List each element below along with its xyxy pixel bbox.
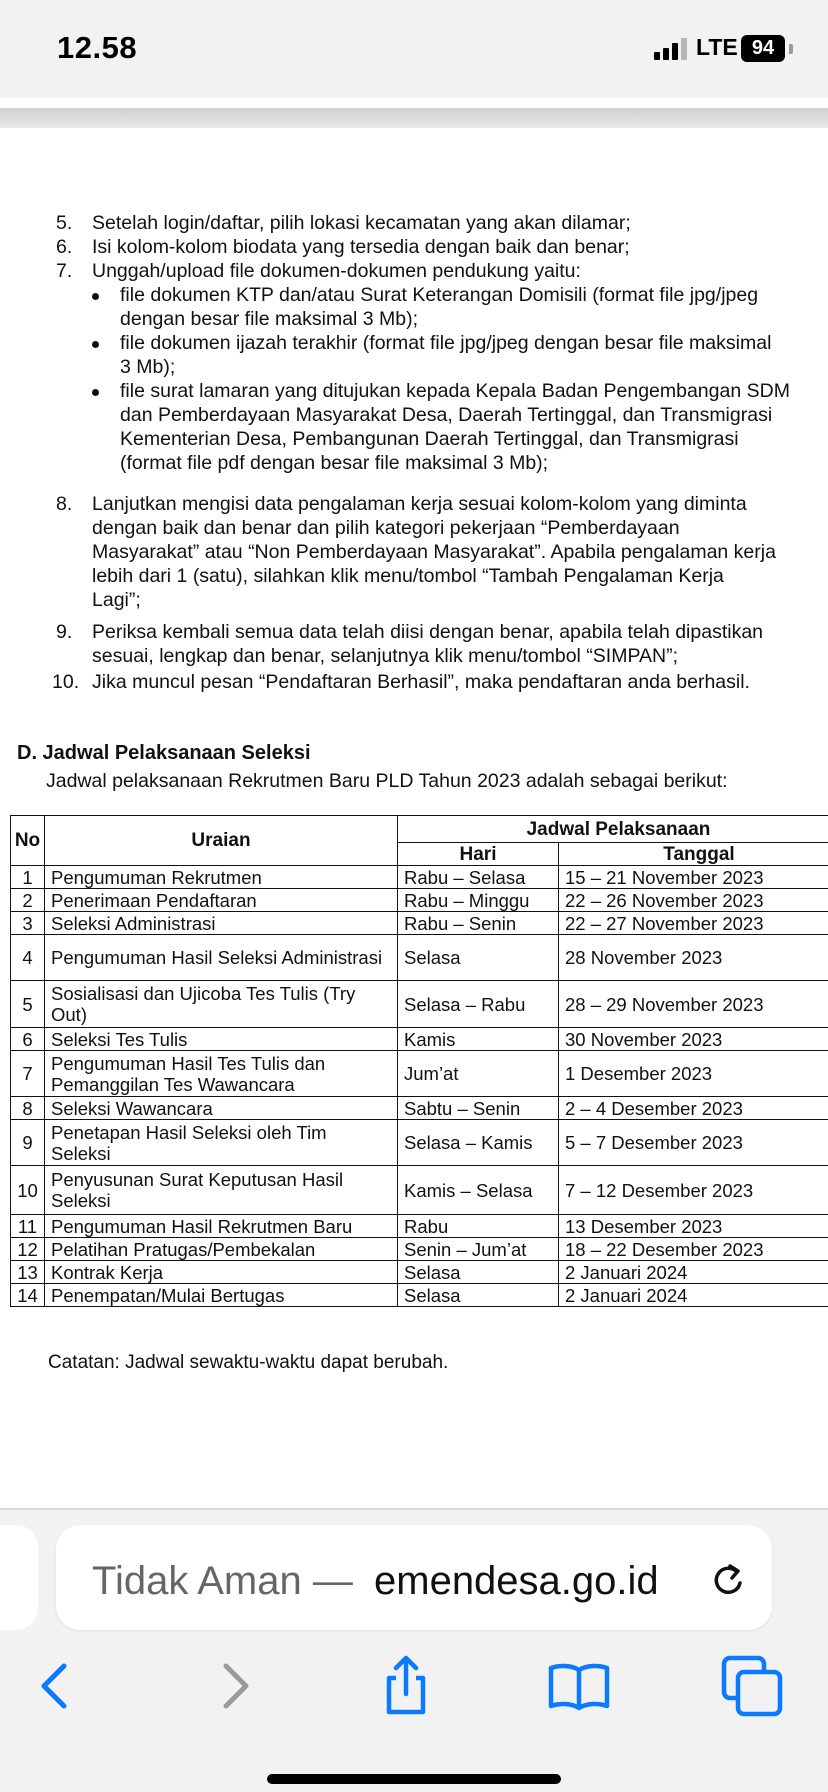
- step-text: Jika muncul pesan “Pendaftaran Berhasil”, maka pendaftaran anda berhasil.: [92, 671, 750, 693]
- row-uraian: Pengumuman Hasil Seleksi Administrasi: [45, 935, 398, 981]
- row-tanggal: 2 Januari 2024: [559, 1284, 828, 1307]
- step-number: 10.: [52, 671, 80, 693]
- row-uraian: Seleksi Administrasi: [45, 912, 398, 935]
- schedule-note: Catatan: Jadwal sewaktu-waktu dapat berubah.: [48, 1352, 449, 1373]
- bullet-text: dengan besar file maksimal 3 Mb);: [120, 308, 419, 330]
- row-tanggal: 2 – 4 Desember 2023: [559, 1097, 828, 1120]
- row-no: 4: [11, 935, 45, 981]
- row-hari: Rabu: [398, 1215, 559, 1238]
- table-row: [11, 912, 828, 935]
- row-uraian: Penempatan/Mulai Bertugas: [45, 1284, 398, 1307]
- row-tanggal: 13 Desember 2023: [559, 1215, 828, 1238]
- row-tanggal: 1 Desember 2023: [559, 1051, 828, 1097]
- row-tanggal: 28 November 2023: [559, 935, 828, 981]
- row-uraian: Penyusunan Surat Keputusan Hasil Seleksi: [45, 1166, 398, 1215]
- row-tanggal: 15 – 21 November 2023: [559, 866, 828, 889]
- header-uraian: Uraian: [45, 816, 398, 866]
- row-hari: Selasa: [398, 935, 559, 981]
- back-icon[interactable]: [22, 1652, 90, 1720]
- share-icon[interactable]: [372, 1652, 440, 1720]
- reload-icon[interactable]: [706, 1557, 750, 1601]
- status-bar: [0, 0, 828, 98]
- tabs-icon[interactable]: [718, 1652, 786, 1720]
- bullet-icon: [92, 389, 99, 396]
- bookmarks-icon[interactable]: [545, 1652, 613, 1720]
- step-text: Isi kolom-kolom biodata yang tersedia dengan baik dan benar;: [92, 236, 630, 258]
- step-text: Masyarakat” atau “Non Pemberdayaan Masyarakat”. Apabila pengalaman kerja: [92, 541, 776, 563]
- row-no: 1: [11, 866, 45, 889]
- security-label: Tidak Aman —: [92, 1559, 353, 1603]
- table-row: [11, 1051, 828, 1097]
- step-number: 5.: [56, 212, 73, 234]
- pdf-page-divider: [0, 108, 828, 128]
- schedule-table: [10, 815, 828, 1307]
- section-intro: Jadwal pelaksanaan Rekrutmen Baru PLD Tahun 2023 adalah sebagai berikut:: [46, 770, 728, 792]
- row-uraian: Sosialisasi dan Ujicoba Tes Tulis (Try Out): [45, 981, 398, 1028]
- header-tanggal: Tanggal: [559, 843, 828, 866]
- table-row: [11, 889, 828, 912]
- row-hari: Selasa: [398, 1284, 559, 1307]
- bullet-text: file surat lamaran yang ditujukan kepada Kepala Badan Pengembangan SDM: [120, 380, 790, 402]
- table-row: [11, 1120, 828, 1166]
- row-hari: Selasa: [398, 1261, 559, 1284]
- row-hari: Selasa – Kamis: [398, 1120, 559, 1166]
- row-no: 3: [11, 912, 45, 935]
- table-row: [11, 1284, 828, 1307]
- row-uraian: Pelatihan Pratugas/Pembekalan: [45, 1238, 398, 1261]
- row-uraian: Pengumuman Hasil Rekrutmen Baru: [45, 1215, 398, 1238]
- row-tanggal: 2 Januari 2024: [559, 1261, 828, 1284]
- row-uraian: Pengumuman Hasil Tes Tulis dan Pemanggilan Tes Wawancara: [45, 1051, 398, 1097]
- table-row: [11, 1215, 828, 1238]
- bullet-text: Kementerian Desa, Pembangunan Daerah Tertinggal, dan Transmigrasi: [120, 428, 739, 450]
- cellular-signal-icon: [654, 38, 688, 60]
- table-row: [11, 866, 828, 889]
- row-no: 14: [11, 1284, 45, 1307]
- row-hari: Sabtu – Senin: [398, 1097, 559, 1120]
- row-tanggal: 7 – 12 Desember 2023: [559, 1166, 828, 1215]
- table-row: [11, 1261, 828, 1284]
- step-number: 8.: [56, 493, 73, 515]
- battery-nub: [789, 44, 793, 54]
- table-row: [11, 935, 828, 981]
- row-uraian: Penetapan Hasil Seleksi oleh Tim Seleksi: [45, 1120, 398, 1166]
- row-no: 13: [11, 1261, 45, 1284]
- row-no: 7: [11, 1051, 45, 1097]
- row-tanggal: 30 November 2023: [559, 1028, 828, 1051]
- bullet-text: 3 Mb);: [120, 356, 176, 378]
- row-no: 2: [11, 889, 45, 912]
- row-tanggal: 28 – 29 November 2023: [559, 981, 828, 1028]
- step-number: 7.: [56, 260, 73, 282]
- row-hari: Rabu – Minggu: [398, 889, 559, 912]
- forward-icon[interactable]: [200, 1652, 268, 1720]
- header-no: No: [11, 816, 45, 866]
- row-no: 12: [11, 1238, 45, 1261]
- header-hari: Hari: [398, 843, 559, 866]
- address-bar[interactable]: [56, 1525, 772, 1630]
- url-domain: emendesa.go.id: [374, 1559, 659, 1603]
- row-uraian: Seleksi Tes Tulis: [45, 1028, 398, 1051]
- row-no: 8: [11, 1097, 45, 1120]
- table-row: [11, 1166, 828, 1215]
- step-text: Unggah/upload file dokumen-dokumen pendukung yaitu:: [92, 260, 581, 282]
- row-hari: Rabu – Senin: [398, 912, 559, 935]
- row-hari: Kamis – Selasa: [398, 1166, 559, 1215]
- home-indicator: [267, 1774, 561, 1784]
- table-row: [11, 1097, 828, 1120]
- row-no: 10: [11, 1166, 45, 1215]
- step-text: dengan baik dan benar dan pilih kategori pekerjaan “Pemberdayaan: [92, 517, 680, 539]
- row-hari: Rabu – Selasa: [398, 866, 559, 889]
- row-hari: Kamis: [398, 1028, 559, 1051]
- bullet-icon: [92, 293, 99, 300]
- bullet-text: file dokumen KTP dan/atau Surat Keterangan Domisili (format file jpg/jpeg: [120, 284, 759, 306]
- section-heading: D. Jadwal Pelaksanaan Seleksi: [17, 742, 311, 764]
- row-tanggal: 5 – 7 Desember 2023: [559, 1120, 828, 1166]
- row-no: 11: [11, 1215, 45, 1238]
- bullet-icon: [92, 341, 99, 348]
- step-text: Periksa kembali semua data telah diisi dengan benar, apabila telah dipastikan: [92, 621, 764, 643]
- browser-toolbar: [0, 1510, 828, 1792]
- row-tanggal: 22 – 27 November 2023: [559, 912, 828, 935]
- row-no: 6: [11, 1028, 45, 1051]
- row-tanggal: 22 – 26 November 2023: [559, 889, 828, 912]
- row-hari: Senin – Jum’at: [398, 1238, 559, 1261]
- row-no: 5: [11, 981, 45, 1028]
- step-text: Lagi”;: [92, 589, 141, 611]
- step-number: 9.: [56, 621, 73, 643]
- step-text: Lanjutkan mengisi data pengalaman kerja sesuai kolom-kolom yang diminta: [92, 493, 747, 515]
- row-uraian: Kontrak Kerja: [45, 1261, 398, 1284]
- step-number: 6.: [56, 236, 73, 258]
- row-hari: Selasa – Rabu: [398, 981, 559, 1028]
- header-jadwal: Jadwal Pelaksanaan: [398, 816, 828, 843]
- clock: 12.58: [57, 30, 138, 65]
- row-uraian: Pengumuman Rekrutmen: [45, 866, 398, 889]
- step-text: lebih dari 1 (satu), silahkan klik menu/tombol “Tambah Pengalaman Kerja: [92, 565, 724, 587]
- row-uraian: Penerimaan Pendaftaran: [45, 889, 398, 912]
- row-no: 9: [11, 1120, 45, 1166]
- step-text: sesuai, lengkap dan benar, selanjutnya klik menu/tombol “SIMPAN”;: [92, 645, 679, 667]
- row-hari: Jum’at: [398, 1051, 559, 1097]
- table-row: [11, 1238, 828, 1261]
- table-row: [11, 981, 828, 1028]
- bullet-text: (format file pdf dengan besar file maksimal 3 Mb);: [120, 452, 549, 474]
- row-tanggal: 18 – 22 Desember 2023: [559, 1238, 828, 1261]
- row-uraian: Seleksi Wawancara: [45, 1097, 398, 1120]
- network-type: LTE: [696, 34, 738, 60]
- previous-tab-preview[interactable]: [0, 1525, 38, 1630]
- bullet-text: file dokumen ijazah terakhir (format file jpg/jpeg dengan besar file maksimal: [120, 332, 772, 354]
- battery-icon: 94: [741, 35, 785, 62]
- pdf-document[interactable]: [0, 128, 828, 1508]
- bullet-text: dan Pemberdayaan Masyarakat Desa, Daerah Tertinggal, dan Transmigrasi: [120, 404, 773, 426]
- step-text: Setelah login/daftar, pilih lokasi kecamatan yang akan dilamar;: [92, 212, 631, 234]
- table-row: [11, 1028, 828, 1051]
